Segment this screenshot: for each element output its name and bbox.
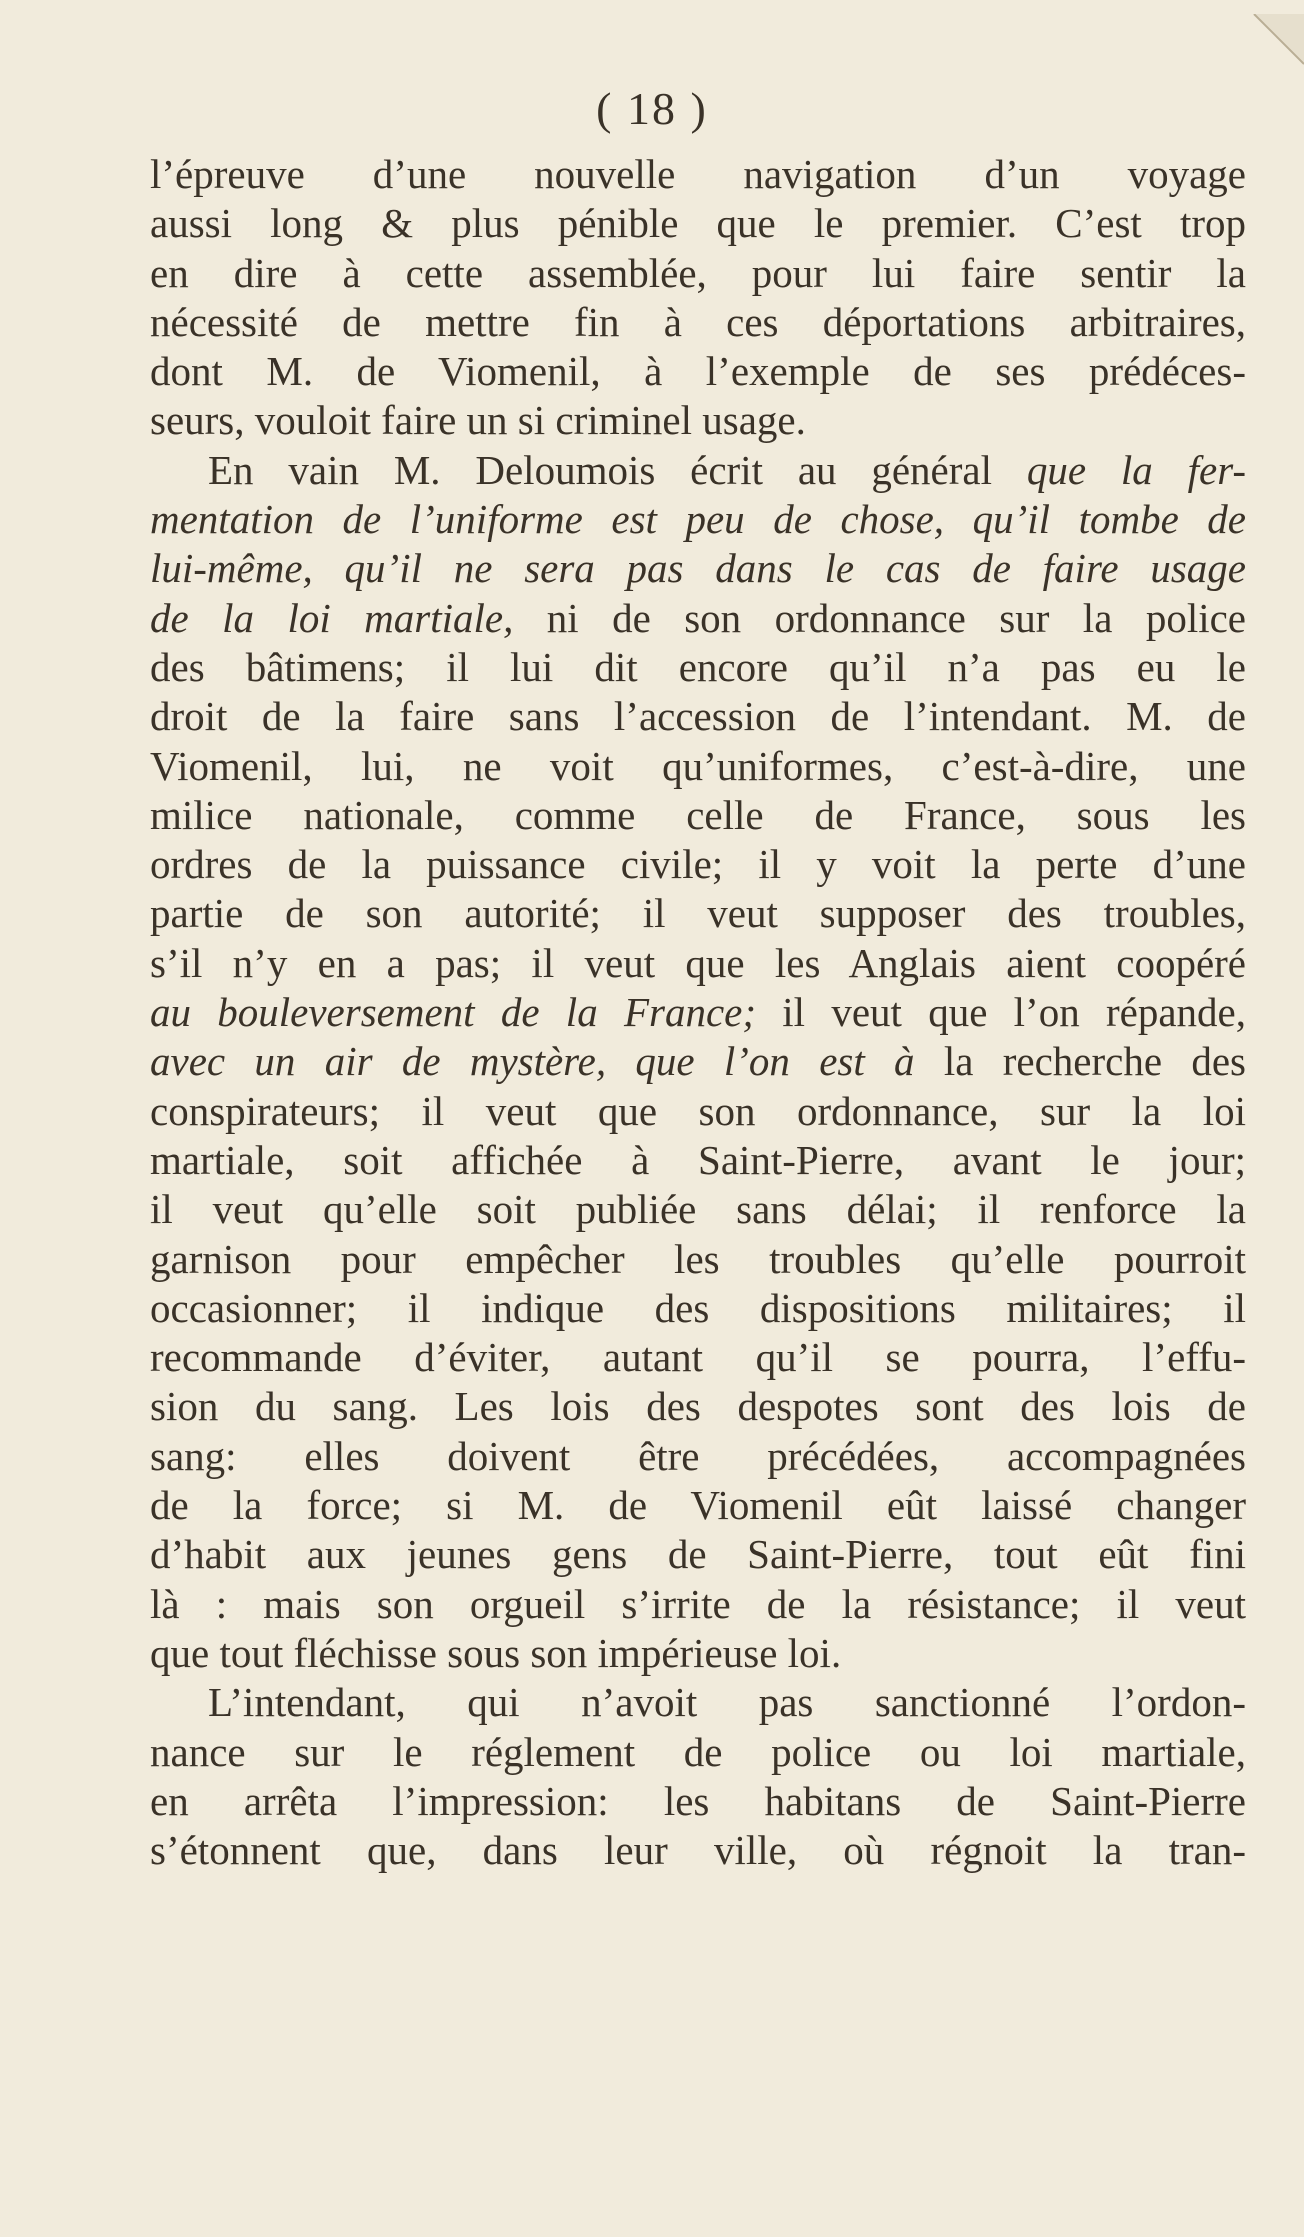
text-segment: nance sur le réglement de police ou loi martiale,: [150, 1728, 1246, 1775]
text-line: [150, 347, 1246, 396]
text-segment: là : mais son orgueil s’irrite de la résistance; il veut: [150, 1580, 1246, 1627]
text-segment: que tout fléchisse sous son impérieuse loi.: [150, 1629, 842, 1676]
italic-text-segment: avec un air de mystère, que l’on est à: [150, 1038, 915, 1085]
body-text: [150, 150, 1246, 1875]
text-segment: ni de son ordonnance sur la police: [513, 594, 1246, 641]
text-line: [150, 199, 1246, 248]
text-line: [150, 1382, 1246, 1431]
text-segment: sion du sang. Les lois des despotes sont des lois de: [150, 1383, 1246, 1430]
text-line: [150, 446, 1246, 495]
text-segment: en dire à cette assemblée, pour lui faire sentir la: [150, 249, 1246, 296]
text-segment: en arrêta l’impression: les habitans de Saint-Pierre: [150, 1777, 1246, 1824]
text-segment: dont M. de Viomenil, à l’exemple de ses prédéces-: [150, 348, 1246, 395]
text-line: [150, 1136, 1246, 1185]
text-line: [150, 1185, 1246, 1234]
text-segment: L’intendant, qui n’avoit pas sanctionné l’ordon-: [208, 1679, 1246, 1726]
text-line: [150, 1530, 1246, 1579]
text-segment: il veut que l’on répande,: [756, 989, 1246, 1036]
text-line: [150, 298, 1246, 347]
text-segment: martiale, soit affichée à Saint-Pierre, avant le jour;: [150, 1136, 1246, 1183]
text-segment: En vain M. Deloumois écrit au général: [208, 446, 1027, 493]
text-line: [150, 544, 1246, 593]
text-line: [150, 692, 1246, 741]
text-segment: garnison pour empêcher les troubles qu’elle pourroit: [150, 1235, 1246, 1282]
text-segment: il veut qu’elle soit publiée sans délai; il renforce la: [150, 1186, 1246, 1233]
text-line: [150, 495, 1246, 544]
text-segment: milice nationale, comme celle de France, sous les: [150, 791, 1246, 838]
text-line: [150, 150, 1246, 199]
text-segment: partie de son autorité; il veut supposer des troubles,: [150, 890, 1246, 937]
text-segment: de la force; si M. de Viomenil eût laissé changer: [150, 1482, 1246, 1529]
text-line: [150, 889, 1246, 938]
text-segment: sang: elles doivent être précédées, accompagnées: [150, 1432, 1246, 1479]
text-line: [150, 396, 1246, 445]
text-line: [150, 988, 1246, 1037]
text-line: [150, 1284, 1246, 1333]
text-line: [150, 1678, 1246, 1727]
italic-text-segment: mentation de l’uniforme est peu de chose, qu’il tombe de: [150, 496, 1246, 543]
text-line: [150, 1481, 1246, 1530]
text-segment: aussi long & plus pénible que le premier. C’est trop: [150, 200, 1246, 247]
italic-text-segment: que la fer-: [1026, 446, 1246, 493]
text-line: [150, 1037, 1246, 1086]
italic-text-segment: lui-même, qu’il ne sera pas dans le cas de faire usage: [150, 545, 1246, 592]
text-line: [150, 1432, 1246, 1481]
text-segment: recommande d’éviter, autant qu’il se pourra, l’effu-: [150, 1334, 1246, 1381]
text-line: [150, 1629, 1246, 1678]
text-segment: occasionner; il indique des dispositions militaires; il: [150, 1284, 1246, 1331]
text-segment: droit de la faire sans l’accession de l’intendant. M. de: [150, 693, 1246, 740]
text-line: [150, 1826, 1246, 1875]
text-line: [150, 939, 1246, 988]
italic-text-segment: de la loi martiale,: [150, 594, 514, 641]
text-line: [150, 1087, 1246, 1136]
text-line: [150, 594, 1246, 643]
text-segment: la recherche des: [914, 1038, 1246, 1085]
text-segment: s’il n’y en a pas; il veut que les Anglais aient coopéré: [150, 939, 1246, 986]
italic-text-segment: au bouleversement de la France;: [150, 989, 757, 1036]
text-segment: ordres de la puissance civile; il y voit la perte d’une: [150, 841, 1246, 888]
text-line: [150, 791, 1246, 840]
text-line: [150, 1777, 1246, 1826]
text-segment: des bâtimens; il lui dit encore qu’il n’a pas eu le: [150, 643, 1246, 690]
text-segment: conspirateurs; il veut que son ordonnance, sur la loi: [150, 1087, 1246, 1134]
text-segment: Viomenil, lui, ne voit qu’uniformes, c’est-à-dire, une: [150, 742, 1246, 789]
page-number: ( 18 ): [596, 83, 708, 134]
text-segment: seurs, vouloit faire un si criminel usage.: [150, 397, 806, 444]
text-segment: s’étonnent que, dans leur ville, où régnoit la tran-: [150, 1827, 1246, 1874]
text-line: [150, 1333, 1246, 1382]
text-line: [150, 840, 1246, 889]
text-segment: nécessité de mettre fin à ces déportations arbitraires,: [150, 298, 1246, 345]
text-segment: l’épreuve d’une nouvelle navigation d’un voyage: [150, 151, 1246, 197]
text-line: [150, 249, 1246, 298]
text-line: [150, 643, 1246, 692]
text-line: [150, 1580, 1246, 1629]
text-line: [150, 1235, 1246, 1284]
text-line: [150, 1728, 1246, 1777]
text-line: [150, 742, 1246, 791]
text-segment: d’habit aux jeunes gens de Saint-Pierre, tout eût fini: [150, 1531, 1246, 1578]
page-corner-fold: [1244, 14, 1304, 74]
